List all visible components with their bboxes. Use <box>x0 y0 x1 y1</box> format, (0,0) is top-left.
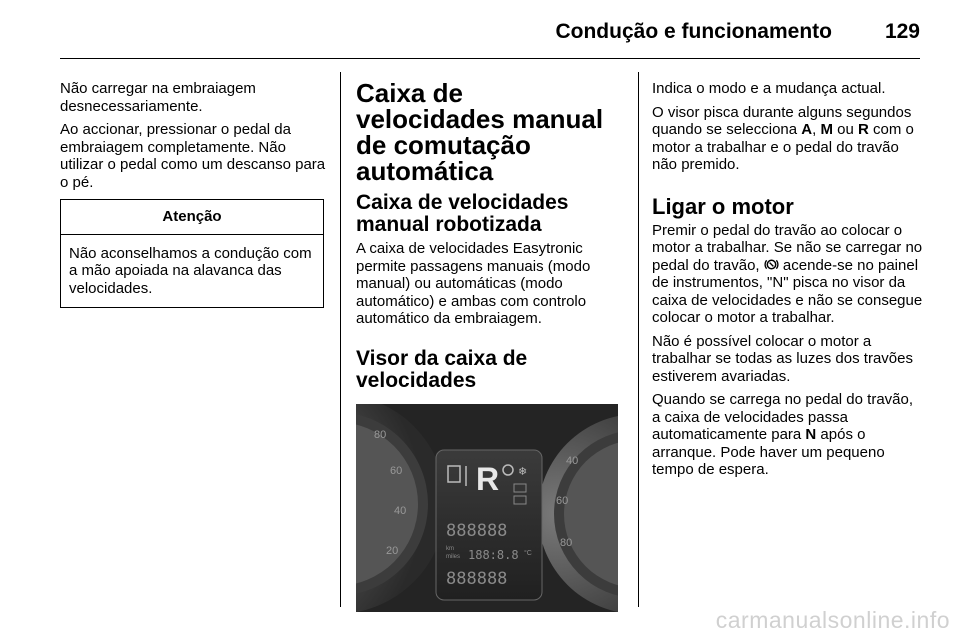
dial-right-label-1: 40 <box>566 454 579 467</box>
main-heading: Caixa de velocidades manual de comutação automática <box>356 78 604 186</box>
neutral-paragraph <box>652 391 924 479</box>
attention-title: Atenção <box>61 200 323 235</box>
dial-left-label-3: 40 <box>394 504 407 517</box>
dial-right-label-3: 80 <box>560 536 573 549</box>
segment-row-3: 888888 <box>446 568 508 589</box>
neutral-text-2: após o arranque. Pode haver um pequeno tempo de espera. <box>652 426 885 478</box>
column-divider-left <box>340 72 341 607</box>
column-middle <box>356 80 618 612</box>
gear-indicator: R <box>476 460 500 497</box>
brake-pedal-warning-icon <box>764 257 779 272</box>
column-right <box>652 80 924 485</box>
dial-left-label-2: 60 <box>390 464 403 477</box>
mode-r: R <box>858 121 869 138</box>
clutch-paragraph-2: Ao accionar, pressionar o pedal da embraiagem completamente. Não utilizar o pedal como um descanso para o pé. <box>60 121 326 191</box>
km-label: km <box>446 545 454 552</box>
subheading-robotized: Caixa de velocidades manual robotizada <box>356 191 569 236</box>
start-paragraph <box>652 222 924 327</box>
column-left <box>60 80 326 308</box>
start-text-1: Premir o pedal do travão ao colocar o motor a trabalhar. Se não se carregar no pedal do travão, <box>652 221 923 274</box>
page-number: 129 <box>884 20 920 43</box>
attention-box <box>60 199 324 308</box>
flash-text-1: O visor pisca durante alguns segundos quando se selecciona <box>652 103 912 138</box>
start-text-2: acende-se no painel de instrumentos, "N" pisca no visor da caixa de velocidades e não se consegue colocar o motor a trabalhar. <box>652 256 923 326</box>
header-divider <box>60 58 920 59</box>
flash-sep-1: , <box>812 121 821 138</box>
mode-a: A <box>801 121 813 138</box>
dial-left-label-1: 80 <box>374 428 387 441</box>
dial-left-label-4: 20 <box>386 544 399 557</box>
dial-right-label-2: 60 <box>556 494 569 507</box>
segment-row-2: 188:8.8 <box>468 547 519 562</box>
flash-paragraph <box>652 104 924 174</box>
segment-row-1: 888888 <box>446 520 508 541</box>
clutch-paragraph-1: Não carregar na embraiagem desnecessariamente. <box>60 80 256 115</box>
page-header <box>0 0 960 62</box>
easytronic-paragraph: A caixa de velocidades Easytronic permite passagens manuais (modo manual) ou automáticas (modo automático) e ambas com controlo automático da embraiagem. <box>356 240 591 327</box>
brake-lights-paragraph: Não é possível colocar o motor a trabalhar se todas as luzes dos travões estiverem avariadas. <box>652 332 913 385</box>
flash-text-2: com o motor a trabalhar e o pedal do travão não premido. <box>652 121 914 173</box>
flash-sep-2: ou <box>832 121 858 138</box>
section-title: Condução e funcionamento <box>555 20 832 43</box>
start-engine-heading: Ligar o motor <box>652 193 794 219</box>
gearbox-display-photo <box>356 404 618 612</box>
mode-paragraph: Indica o modo e a mudança actual. <box>652 80 886 97</box>
temperature-unit: °C <box>524 549 532 557</box>
instrument-cluster-illustration <box>356 404 618 612</box>
neutral-text-1: Quando se carrega no pedal do travão, a caixa de velocidades passa automaticamente para <box>652 391 914 443</box>
neutral-n: N <box>805 426 817 443</box>
miles-label: miles <box>446 553 461 560</box>
subheading-display: Visor da caixa de velocidades <box>356 346 528 392</box>
mode-m: M <box>820 121 833 138</box>
watermark: carmanualsonline.info <box>715 607 950 633</box>
attention-body: Não aconselhamos a condução com a mão apoiada na alavanca das velocidades. <box>69 244 312 297</box>
column-divider-right <box>638 72 639 607</box>
snowflake-icon: ❄ <box>518 464 528 478</box>
